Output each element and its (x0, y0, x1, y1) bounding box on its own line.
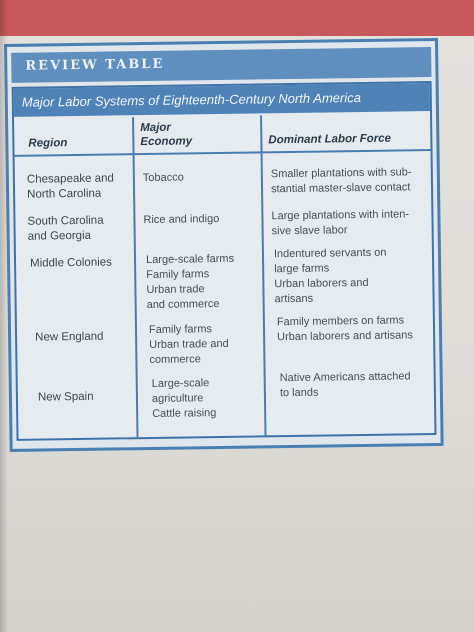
row3-economy: Large-scale farms Family farms Urban trade and commerce (145, 252, 235, 312)
column-divider-1 (132, 117, 138, 437)
row2-region: South Carolina and Georgia (27, 214, 104, 243)
review-header-bar (11, 47, 431, 83)
row2-labor: Large plantations with inten- sive slave labor (271, 208, 410, 238)
header-economy: Major Economy (140, 121, 193, 149)
row3-region: Middle Colonies (29, 256, 112, 270)
row4-labor: Family members on farms Urban laborers and artisans (276, 314, 413, 344)
table-title: Major Labor Systems of Eighteenth-Century North America (21, 90, 361, 110)
row5-region: New Spain (37, 390, 94, 404)
row5-labor: Native Americans attached to lands (279, 370, 411, 400)
header-region: Region (28, 137, 68, 150)
row4-economy: Family farms Urban trade and commerce (148, 323, 229, 366)
row3-labor: Indentured servants on large farms Urban laborers and artisans (273, 246, 387, 306)
table-title-bar (14, 83, 430, 117)
review-table-frame (4, 38, 444, 452)
row1-economy: Tobacco (142, 171, 184, 185)
header-labor: Dominant Labor Force (268, 132, 392, 147)
row1-labor: Smaller plantations with sub- stantial master-slave contact (270, 166, 412, 196)
row1-region: Chesapeake and North Carolina (26, 172, 114, 201)
header-divider (15, 149, 431, 157)
labor-systems-table (12, 81, 437, 441)
review-table-label: REVIEW TABLE (25, 56, 165, 74)
row2-economy: Rice and indigo (143, 213, 220, 227)
book-cover-edge (0, 0, 474, 36)
row4-region: New England (35, 330, 104, 344)
column-divider-2 (260, 115, 266, 435)
row5-economy: Large-scale agriculture Cattle raising (151, 377, 217, 420)
